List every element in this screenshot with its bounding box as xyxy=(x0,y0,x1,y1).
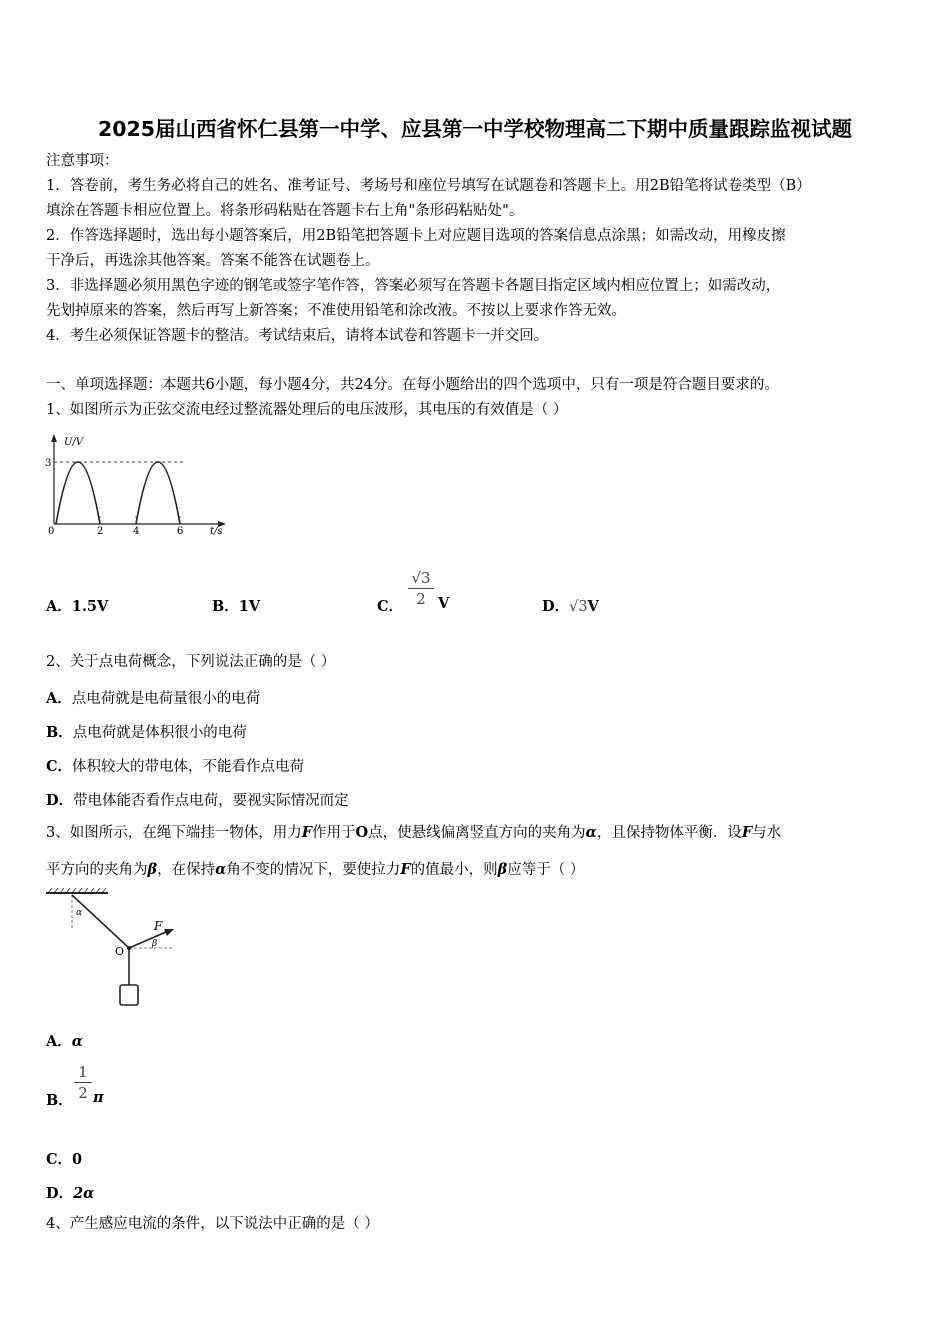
q1-option-c[interactable]: C． xyxy=(377,598,404,615)
note-line: 先划掉原来的答案，然后再写上新答案；不准使用铅笔和涂改液。不按以上要求作答无效。 xyxy=(46,303,626,319)
note-line: 4．考生必须保证答题卡的整洁。考试结束后，请将本试卷和答题卡一并交回。 xyxy=(46,328,549,344)
point-o-label: O xyxy=(115,945,125,958)
q1-stem: 1、如图所示为正弦交流电经过整流器处理后的电压波形，其电压的有效值是（ ） xyxy=(46,402,568,418)
q1-option-c-unit: V xyxy=(438,595,450,612)
q3-option-d[interactable]: D．2α xyxy=(46,1185,95,1202)
q3-option-b[interactable]: B． xyxy=(46,1092,73,1109)
section-heading: 一、单项选择题：本题共6小题，每小题4分，共24分。在每小题给出的四个选项中，只有一项是符合题目要求的。 xyxy=(46,377,779,393)
y-tick-label: 3 xyxy=(45,458,52,469)
q2-option-c[interactable]: C．体积较大的带电体，不能看作点电荷 xyxy=(46,758,305,775)
q1-option-b[interactable]: B．1V xyxy=(212,598,261,615)
note-line: 1．答卷前，考生务必将自己的姓名、准考证号、考场号和座位号填写在试题卷和答题卡上。用2B铅笔将试卷类型（B） xyxy=(46,178,811,194)
note-line: 3．非选择题必须用黑色字迹的钢笔或签字笔作答，答案必须写在答题卡各题目指定区域内相应位置上；如需改动， xyxy=(46,278,781,294)
x-tick-label: 4 xyxy=(133,526,140,537)
q3-stem-line1: 3、如图所示，在绳下端挂一物体，用力F作用于O点，使悬线偏离竖直方向的夹角为α，且保持物体平衡．设F与水 xyxy=(46,824,782,841)
q2-stem: 2、关于点电荷概念，下列说法正确的是（ ） xyxy=(46,654,336,670)
x-tick-label: 6 xyxy=(177,526,184,537)
q2-option-b[interactable]: B．点电荷就是体积很小的电荷 xyxy=(46,724,247,741)
q1-option-a[interactable]: A．1.5V xyxy=(46,598,109,615)
x-axis-label: t/s xyxy=(210,526,223,537)
exam-title: 2025届山西省怀仁县第一中学、应县第一中学校物理高二下期中质量跟踪监视试题 xyxy=(97,117,853,141)
q4-stem: 4、产生感应电流的条件，以下说法中正确的是（ ） xyxy=(46,1216,379,1232)
q3-option-b-fraction: 1 2 xyxy=(74,1062,92,1103)
note-line: 2．作答选择题时，选出每小题答案后，用2B铅笔把答题卡上对应题目选项的答案信息点涂黑；如需改动，用橡皮擦 xyxy=(46,228,786,244)
q1-option-c-fraction: √3 2 xyxy=(408,568,434,609)
q3-stem-line2: 平方向的夹角为β，在保持α角不变的情况下，要使拉力F的值最小，则β应等于（ ） xyxy=(46,861,585,878)
beta-label: β xyxy=(152,939,158,949)
q1-option-d[interactable]: D．√3V xyxy=(542,598,599,615)
notes-heading: 注意事项： xyxy=(46,153,119,169)
q3-option-a[interactable]: A．α xyxy=(46,1033,83,1050)
q2-option-d[interactable]: D．带电体能否看作点电荷，要视实际情况而定 xyxy=(46,792,349,809)
x-tick-label: 0 xyxy=(48,526,55,537)
q3-option-b-pi: π xyxy=(93,1089,104,1106)
q3-option-c[interactable]: C．0 xyxy=(46,1151,83,1168)
q1-waveform-figure xyxy=(40,430,230,540)
alpha-label: α xyxy=(76,908,83,918)
y-axis-label: U/V xyxy=(64,437,84,448)
force-label: F xyxy=(154,919,163,933)
x-tick-label: 2 xyxy=(97,526,104,537)
note-line: 填涂在答题卡相应位置上。将条形码粘贴在答题卡右上角"条形码粘贴处"。 xyxy=(46,203,524,219)
q2-option-a[interactable]: A．点电荷就是电荷量很小的电荷 xyxy=(46,690,261,707)
note-line: 干净后，再选涂其他答案。答案不能答在试题卷上。 xyxy=(46,253,380,269)
q3-pendulum-figure xyxy=(40,885,190,1015)
